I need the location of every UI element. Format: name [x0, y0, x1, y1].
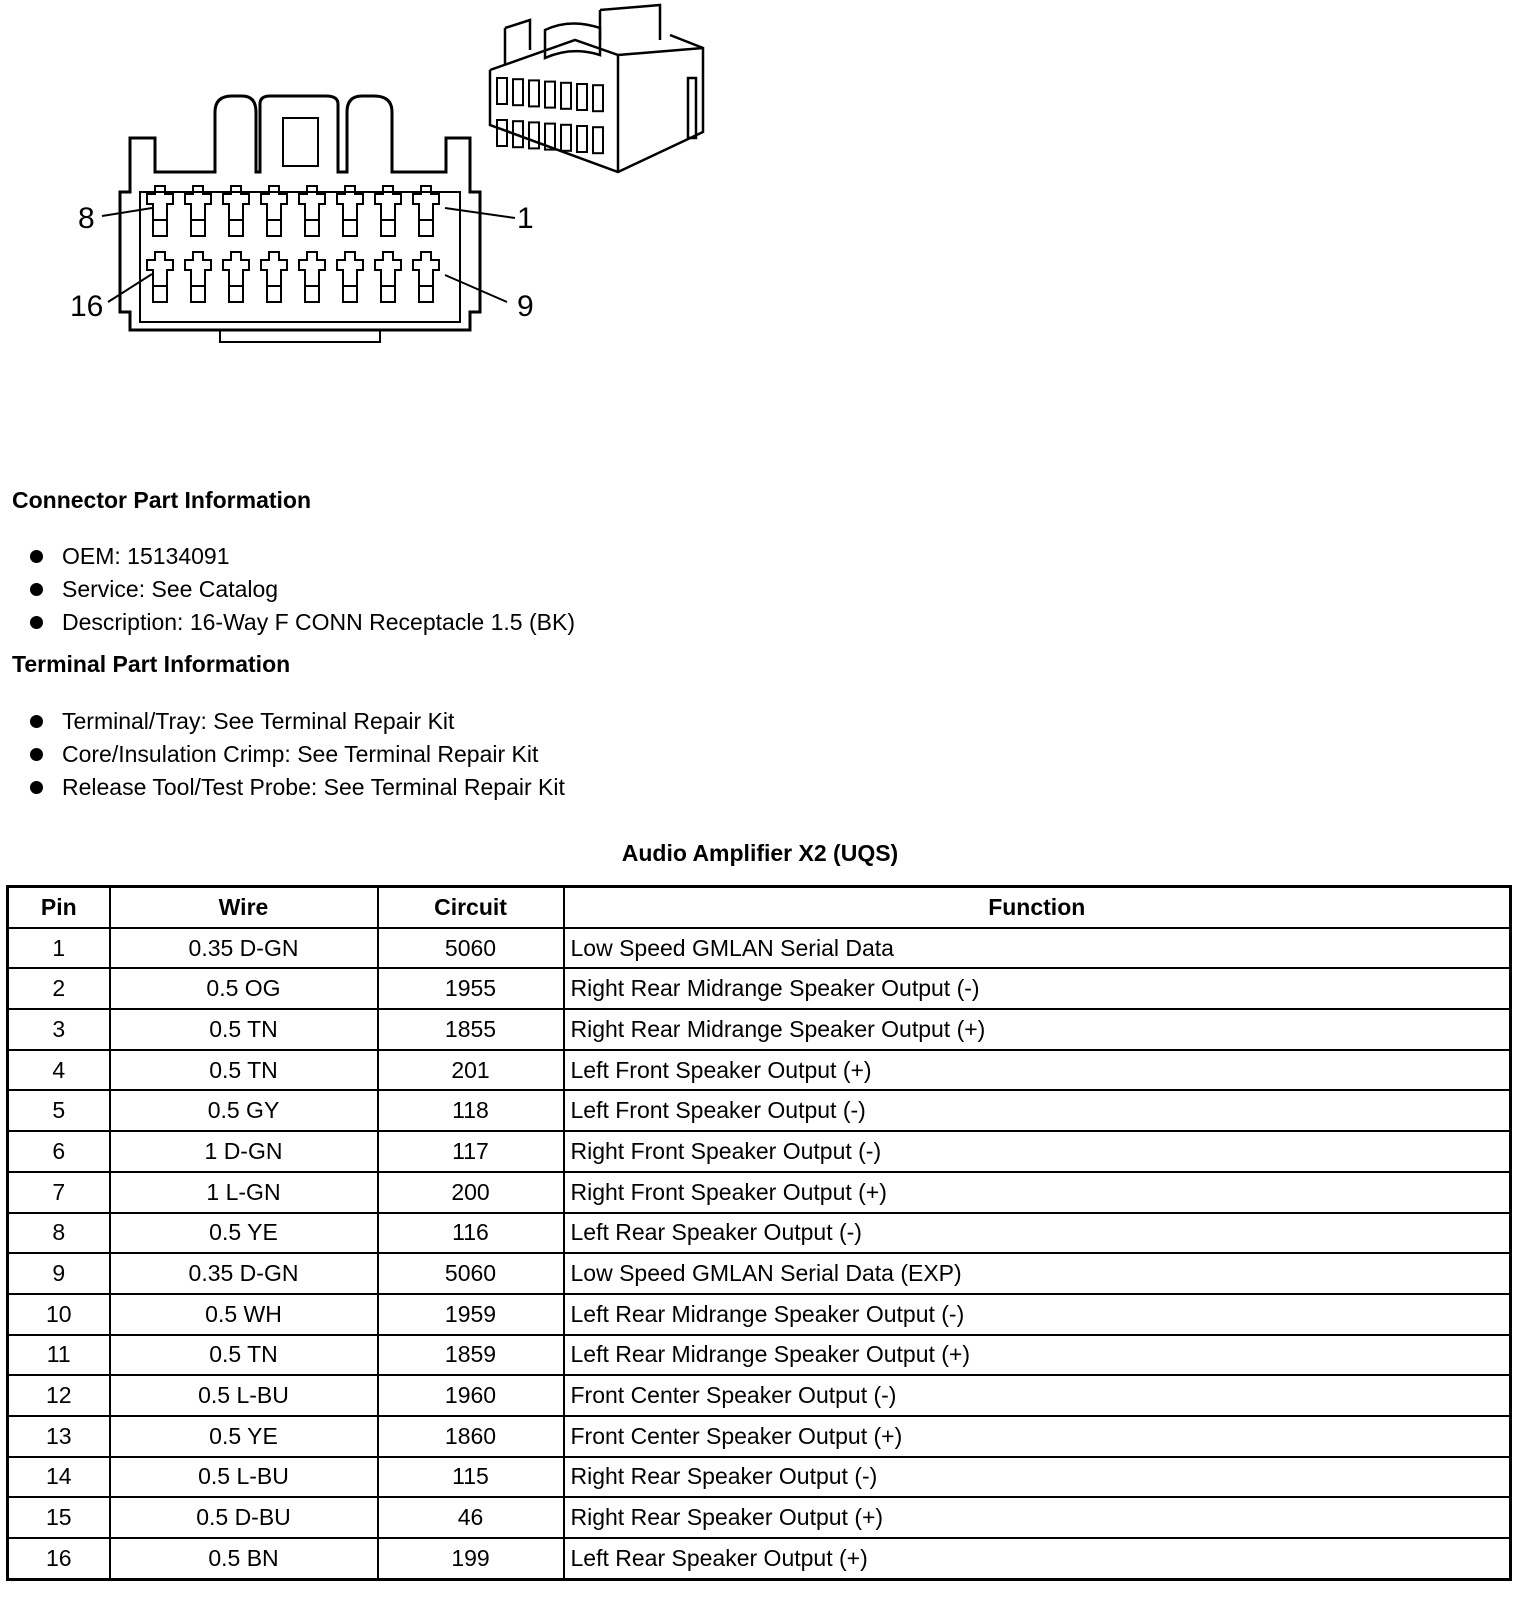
cell-wire: 0.5 YE: [110, 1213, 378, 1254]
pin-cavity: [413, 186, 439, 236]
terminal-info-tray: Terminal/Tray: See Terminal Repair Kit: [30, 705, 565, 738]
cell-function: Front Center Speaker Output (+): [564, 1416, 1511, 1457]
persp-cavity: [593, 127, 603, 153]
cell-circuit: 46: [378, 1497, 564, 1538]
cell-circuit: 1855: [378, 1009, 564, 1050]
cell-wire: 0.5 GY: [110, 1090, 378, 1131]
cell-wire: 0.5 TN: [110, 1009, 378, 1050]
cell-pin: 5: [8, 1090, 110, 1131]
cell-circuit: 1860: [378, 1416, 564, 1457]
pin-cavity: [223, 186, 249, 236]
cell-pin: 11: [8, 1335, 110, 1376]
cell-function: Right Front Speaker Output (+): [564, 1172, 1511, 1213]
cell-circuit: 200: [378, 1172, 564, 1213]
pin-cavity: [147, 252, 173, 302]
cell-wire: 0.5 TN: [110, 1335, 378, 1376]
persp-cavity: [593, 85, 603, 111]
cell-pin: 1: [8, 928, 110, 969]
table-row: [8, 1172, 1511, 1213]
table-row: [8, 1416, 1511, 1457]
connector-part-info-list: [30, 540, 575, 639]
cell-function: Low Speed GMLAN Serial Data: [564, 928, 1511, 969]
cell-wire: 0.5 L-BU: [110, 1375, 378, 1416]
cell-circuit: 5060: [378, 1253, 564, 1294]
terminal-info-release-tool: Release Tool/Test Probe: See Terminal Repair Kit: [30, 771, 565, 804]
table-row: [8, 1375, 1511, 1416]
cell-function: Right Front Speaker Output (-): [564, 1131, 1511, 1172]
persp-cavity: [497, 78, 507, 104]
bullet-icon: [30, 748, 43, 761]
cell-wire: 0.35 D-GN: [110, 1253, 378, 1294]
connector-info-oem: OEM: 15134091: [30, 540, 575, 573]
cell-circuit: 1960: [378, 1375, 564, 1416]
cell-circuit: 115: [378, 1457, 564, 1498]
cell-circuit: 1859: [378, 1335, 564, 1376]
pin-label-9: 9: [517, 290, 534, 323]
cell-function: Front Center Speaker Output (-): [564, 1375, 1511, 1416]
cell-wire: 0.5 YE: [110, 1416, 378, 1457]
persp-cavity: [561, 83, 571, 109]
connector-inner-outline: [140, 192, 460, 322]
cell-circuit: 117: [378, 1131, 564, 1172]
table-row: [8, 1538, 1511, 1579]
cell-pin: 8: [8, 1213, 110, 1254]
table-row: [8, 1213, 1511, 1254]
table-row: [8, 1335, 1511, 1376]
pin-label-1: 1: [517, 202, 534, 235]
cell-circuit: 201: [378, 1050, 564, 1091]
persp-cavity: [577, 84, 587, 110]
cell-circuit: 118: [378, 1090, 564, 1131]
table-row: [8, 928, 1511, 969]
table-header-row: [8, 887, 1511, 928]
persp-cavity: [529, 80, 539, 106]
cell-circuit: 5060: [378, 928, 564, 969]
cell-circuit: 116: [378, 1213, 564, 1254]
table-row: [8, 1009, 1511, 1050]
header-pin: Pin: [8, 887, 110, 928]
connector-diagram: [0, 0, 760, 370]
persp-cavity: [513, 79, 523, 105]
connector-info-service: Service: See Catalog: [30, 573, 575, 606]
connector-info-description: Description: 16-Way F CONN Receptacle 1.5 (BK): [30, 606, 575, 639]
pin-cavity: [223, 252, 249, 302]
cell-wire: 0.5 OG: [110, 968, 378, 1009]
cell-pin: 3: [8, 1009, 110, 1050]
table-row: [8, 1294, 1511, 1335]
cell-function: Left Rear Speaker Output (-): [564, 1213, 1511, 1254]
header-wire: Wire: [110, 887, 378, 928]
cell-function: Left Rear Midrange Speaker Output (+): [564, 1335, 1511, 1376]
pin-cavity: [185, 186, 211, 236]
table-row: [8, 1457, 1511, 1498]
cell-circuit: 199: [378, 1538, 564, 1579]
persp-cavity: [529, 122, 539, 148]
cell-function: Left Rear Midrange Speaker Output (-): [564, 1294, 1511, 1335]
connector-part-info-title: Connector Part Information: [12, 487, 312, 513]
pin-cavity: [261, 186, 287, 236]
pin-cavity: [375, 186, 401, 236]
cell-function: Left Front Speaker Output (+): [564, 1050, 1511, 1091]
table-row: [8, 1131, 1511, 1172]
cell-wire: 0.5 TN: [110, 1050, 378, 1091]
terminal-info-crimp: Core/Insulation Crimp: See Terminal Repair Kit: [30, 738, 565, 771]
pin-cavity: [299, 186, 325, 236]
pin-cavity: [375, 252, 401, 302]
table-row: [8, 968, 1511, 1009]
bullet-icon: [30, 616, 43, 629]
cell-circuit: 1959: [378, 1294, 564, 1335]
cell-wire: 1 L-GN: [110, 1172, 378, 1213]
cell-pin: 12: [8, 1375, 110, 1416]
bullet-icon: [30, 550, 43, 563]
pin-cavity: [147, 186, 173, 236]
cell-wire: 0.5 L-BU: [110, 1457, 378, 1498]
pin-cavity: [413, 252, 439, 302]
leader-pin16: [108, 274, 152, 302]
pin-label-8: 8: [78, 202, 95, 235]
pinout-table: [6, 885, 1512, 1581]
bullet-icon: [30, 781, 43, 794]
cell-pin: 4: [8, 1050, 110, 1091]
cell-pin: 9: [8, 1253, 110, 1294]
header-function: Function: [564, 887, 1511, 928]
cell-function: Right Rear Speaker Output (-): [564, 1457, 1511, 1498]
table-row: [8, 1050, 1511, 1091]
cell-pin: 16: [8, 1538, 110, 1579]
pin-cavity: [299, 252, 325, 302]
leader-pin9: [445, 275, 507, 302]
terminal-part-info-title: Terminal Part Information: [12, 651, 291, 677]
cell-function: Low Speed GMLAN Serial Data (EXP): [564, 1253, 1511, 1294]
bullet-icon: [30, 715, 43, 728]
cell-pin: 13: [8, 1416, 110, 1457]
pin-cavity: [261, 252, 287, 302]
cell-wire: 0.5 BN: [110, 1538, 378, 1579]
bottom-key: [220, 330, 380, 342]
persp-cavity: [561, 125, 571, 151]
table-title: Audio Amplifier X2 (UQS): [621, 840, 899, 866]
terminal-part-info-list: [30, 705, 565, 804]
cell-pin: 6: [8, 1131, 110, 1172]
table-row: [8, 1090, 1511, 1131]
pin-cavity: [337, 252, 363, 302]
cell-circuit: 1955: [378, 968, 564, 1009]
cell-pin: 7: [8, 1172, 110, 1213]
pin-label-16: 16: [70, 290, 104, 323]
table-row: [8, 1497, 1511, 1538]
cell-pin: 15: [8, 1497, 110, 1538]
pin-cavity: [185, 252, 211, 302]
cell-function: Right Rear Speaker Output (+): [564, 1497, 1511, 1538]
bullet-icon: [30, 583, 43, 596]
cell-function: Right Rear Midrange Speaker Output (-): [564, 968, 1511, 1009]
cell-pin: 14: [8, 1457, 110, 1498]
persp-cavity: [545, 82, 555, 108]
table-row: [8, 1253, 1511, 1294]
cell-wire: 1 D-GN: [110, 1131, 378, 1172]
cell-function: Right Rear Midrange Speaker Output (+): [564, 1009, 1511, 1050]
connector-body-outline: [120, 96, 480, 330]
cell-wire: 0.35 D-GN: [110, 928, 378, 969]
latch-tab: [283, 118, 318, 166]
cell-function: Left Front Speaker Output (-): [564, 1090, 1511, 1131]
cell-pin: 2: [8, 968, 110, 1009]
cell-wire: 0.5 WH: [110, 1294, 378, 1335]
pin-cavity: [337, 186, 363, 236]
persp-cavity: [577, 126, 587, 152]
cell-function: Left Rear Speaker Output (+): [564, 1538, 1511, 1579]
cell-wire: 0.5 D-BU: [110, 1497, 378, 1538]
leader-pin8: [102, 208, 152, 216]
cell-pin: 10: [8, 1294, 110, 1335]
persp-cavity: [497, 120, 507, 146]
header-circuit: Circuit: [378, 887, 564, 928]
